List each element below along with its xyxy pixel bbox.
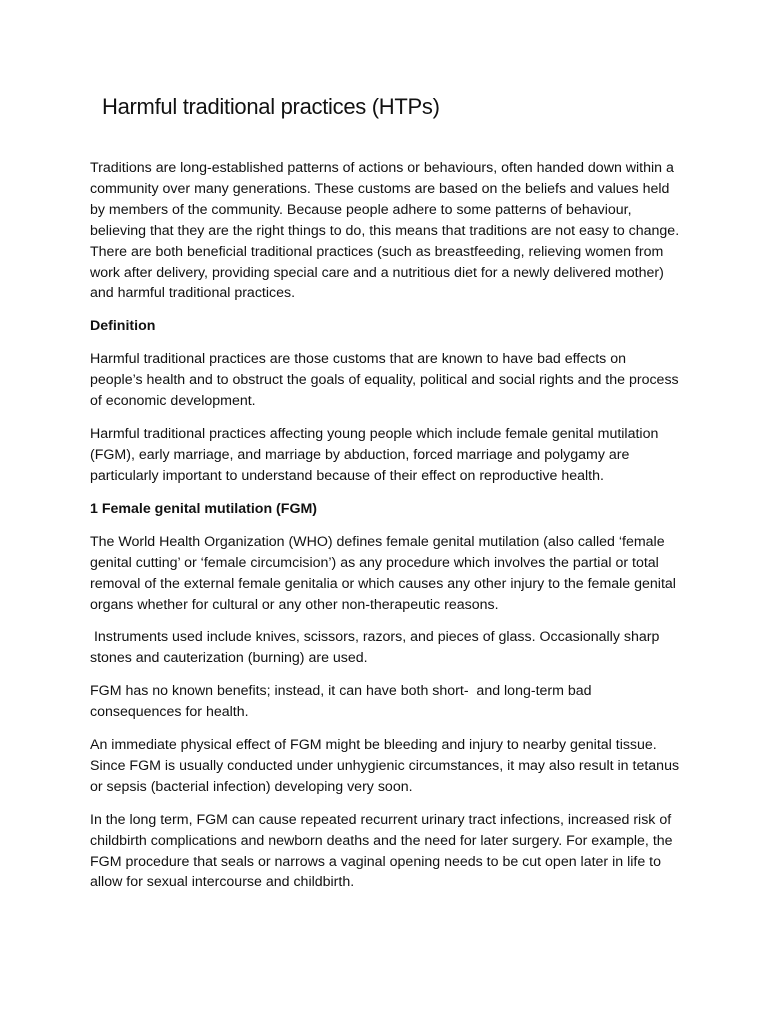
intro-paragraph: Traditions are long-established patterns of actions or behaviours, often handed down within a community over many generations. These customs are based on the beliefs and values held by members of the community. Because people adhere to some patterns of behaviour, believing that they are the right things to do, this means that traditions are not easy to change. There are both beneficial traditional practices (such as breastfeeding, relieving women from work after delivery, providing special care and a nutritious diet for a newly delivered mother) and harmful traditional practices. bbox=[90, 160, 680, 302]
fgm-paragraph-1: The World Health Organization (WHO) defines female genital mutilation (also called ‘female genital cutting’ or ‘female circumcision’) as any procedure which involves the partial or total removal of the external female genitalia or which causes any other injury to the female genital organs whether for cultural or any other non-therapeutic reasons. bbox=[90, 533, 676, 613]
page-title: Harmful traditional practices (HTPs) bbox=[102, 94, 440, 119]
fgm-paragraph-3: FGM has no known benefits; instead, it can have both short- and long-term bad consequences for health. bbox=[90, 683, 596, 721]
fgm-paragraph-5: In the long term, FGM can cause repeated recurrent urinary tract infections, increased risk of childbirth complications and newborn deaths and the need for later surgery. For example, the FGM procedure that seals or narrows a vaginal opening needs to be cut open later in life to allow for sexual intercourse and childbirth. bbox=[90, 811, 673, 891]
fgm-paragraph-2: Instruments used include knives, scissors, razors, and pieces of glass. Occasionally sharp stones and cauterization (burning) are used. bbox=[90, 629, 664, 667]
fgm-paragraph-4: An immediate physical effect of FGM might be bleeding and injury to nearby genital tissue. Since FGM is usually conducted under unhygienic circumstances, it may also result in tetanus or sepsis (bacterial infection) developing very soon. bbox=[90, 737, 680, 795]
definition-heading: Definition bbox=[90, 318, 156, 335]
definition-paragraph-2: Harmful traditional practices affecting young people which include female genital mutilation (FGM), early marriage, and marriage by abduction, forced marriage and polygamy are particularly important to understand because of their effect on reproductive health. bbox=[90, 426, 659, 484]
fgm-heading: 1 Female genital mutilation (FGM) bbox=[90, 500, 318, 517]
definition-paragraph-1: Harmful traditional practices are those customs that are known to have bad effects on people’s health and to obstruct the goals of equality, political and social rights and the process of economic development. bbox=[90, 351, 679, 410]
